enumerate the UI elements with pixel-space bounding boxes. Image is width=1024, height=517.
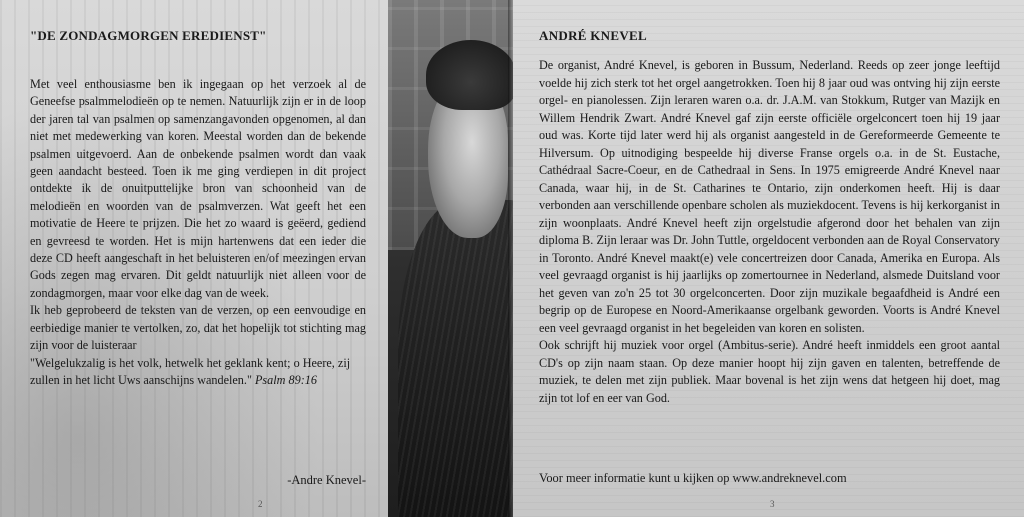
psalm-quote-text: "Welgelukzalig is het volk, hetwelk het geklank kent; o Heere, zij zullen in het licht Uws aanschijns wandelen." xyxy=(30,355,351,387)
page-number-left: 2 xyxy=(258,499,263,509)
psalm-reference: Psalm 89:16 xyxy=(254,372,317,387)
page-number-right: 3 xyxy=(770,499,775,509)
more-info-text: Voor meer informatie kunt u kijken op www.andreknevel.com xyxy=(539,471,847,485)
right-page xyxy=(513,0,1024,517)
signature: -Andre Knevel- xyxy=(287,473,366,487)
left-page-heading: "DE ZONDAGMORGEN EREDIENST" xyxy=(30,28,267,43)
photo-body xyxy=(398,200,513,517)
psalm-quote xyxy=(30,355,366,390)
left-paragraph-1: Met veel enthousiasme ben ik ingegaan op het verzoek al de Geneefse psalmmelodieën op te nemen. Natuurlijk zijn er in de loop der jaren tal van psalmen op samenzangavonden opgenomen, al dan niet met medewerking van koren. Meestal worden dan de bekende psalmen uitgevoerd. Aan de onbekende psalmen wordt dan vaak geen aandacht besteed. Toen ik me ging verdiepen in dit project ontdekte ik de onuitputtelijke bron van schoonheid van de melodieën en woorden van de psalmverzen. Wat geeft het een motivatie de Heere te prijzen. Die het zo waard is geëerd, gediend en gevreesd te worden. Het is mijn hartenwens dat een ieder die deze CD heeft aangeschaft in het beluisteren en/of meezingen ervan Gods zegen mag ervaren. Dit geldt natuurlijk niet alleen voor de zondagmorgen, maar voor elke dag van de week. xyxy=(30,77,366,300)
left-paragraph-2: Ik heb geprobeerd de teksten van de verzen, op een eenvoudige en eerbiedige manier te vertolken, zo, dat het hopelijk tot stichting mag zijn voor de luisteraar xyxy=(30,303,366,353)
right-page-heading: ANDRÉ KNEVEL xyxy=(539,28,647,43)
left-page xyxy=(0,0,388,517)
organist-portrait-photo xyxy=(388,0,513,517)
biography-paragraph-2: Ook schrijft hij muziek voor orgel (Ambitus-serie). André heeft inmiddels een groot aantal CD's op zijn naam staan. Op deze manier hoopt hij zijn gaven en talenten, betreffende de muziek, te delen met zijn publiek. Maar bovenal is het zijn wens dat hetgeen hij doet, mag zijn tot lof en eer van God. xyxy=(539,338,1000,405)
photo-hair xyxy=(426,40,513,110)
biography-paragraph-1: De organist, André Knevel, is geboren in Bussum, Nederland. Reeds op zeer jonge leeftijd voelde hij zich sterk tot het orgel aangetrokken. Toen hij 8 jaar oud was ontving hij zijn eerste orgel- en pianolessen. Zijn leraren waren o.a. dr. J.A.M. van Stokkum, Rutger van Mazijk en Willem Hendrik Zwart. André Knevel gaf zijn eerste officiële orgelconcert toen hij 19 jaar oud was. Korte tijd later werd hij als organist aangesteld in de Gereformeerde Gemeente te Hilversum. Op uitnodiging bespeelde hij diverse Franse orgels o.a. in de St. Eustache, Cathédraal Sacre-Coeur, en de Cathedraal in Sens. In 1975 emigreerde André Knevel naar Canada, waar hij, in de St. Catharines te Ontario, zijn onderkomen heeft. Hij is daar verbonden aan verschillende openbare scholen als muziekdocent. Tevens is hij kerkorganist in zijn woonplaats. André Knevel heeft zijn orgelstudie afgerond door het behalen van zijn diploma B. Zijn leraar was Dr. John Tuttle, orgeldocent verbonden aan de Royal Conservatory in Toronto. André Knevel maakt(e) vele concertreizen door Canada, Amerika en Europa. Als veel gevraagd organist is hij jaarlijks op zomertournee in Nederland, alsmede Duitsland voor het geven van zo'n 25 tot 30 orgelconcerten. Door zijn muzikale begaafdheid is André een begrip op de Europese en Noord-Amerikaanse orgelbank geworden. Voorts is André Knevel een veel gevraagd organist in het begeleiden van koren en solisten. xyxy=(539,58,1000,335)
